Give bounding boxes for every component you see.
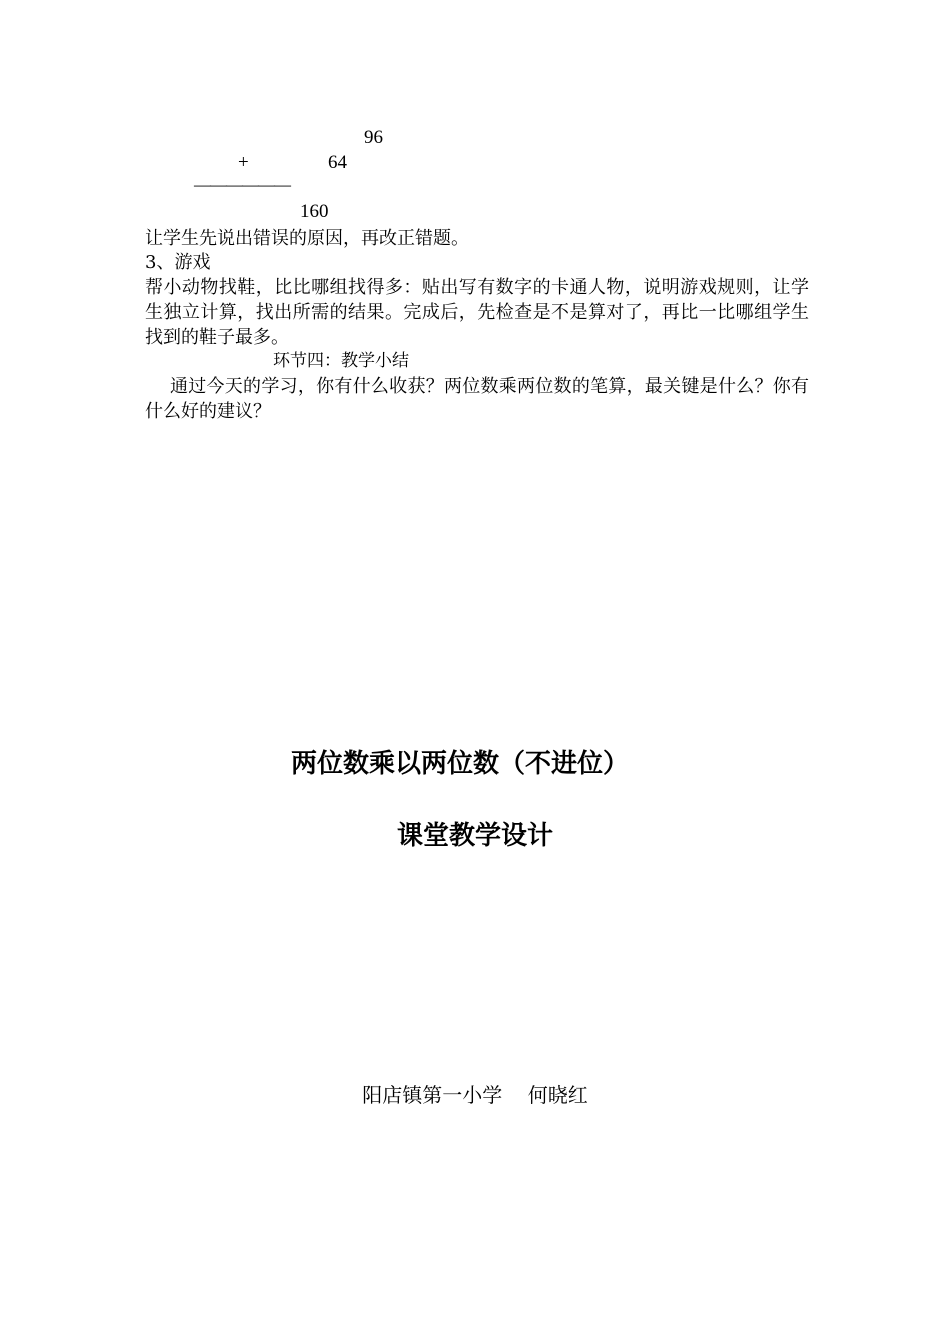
cover-author-line: 阳店镇第一小学 何晓红 (362, 1083, 588, 1107)
cover-title: 两位数乘以两位数（不进位） (290, 749, 629, 779)
cover-subtitle: 课堂教学设计 (396, 821, 553, 851)
summary-paragraph: 通过今天的学习，你有什么收获？两位数乘两位数的笔算，最关键是什么？你有什么好的建议？ (145, 376, 809, 422)
calc-second-number: 64 (328, 152, 347, 173)
game-paragraph: 帮小动物找鞋，比比哪组找得多：贴出写有数字的卡通人物，说明游戏规则，让学生独立计算，找出所需的结果。完成后，先检查是不是算对了，再比一比哪组学生找到的鞋子最多。 (145, 277, 809, 348)
calc-rule-line: —————— (194, 175, 290, 194)
calc-result: 160 (300, 201, 329, 222)
section-four-title: 环节四：教学小结 (273, 351, 409, 371)
calc-top-number: 96 (364, 127, 383, 148)
calc-plus-operator: + (238, 152, 249, 173)
game-heading: 3、游戏 (145, 252, 211, 273)
error-correction-paragraph: 让学生先说出错误的原因，再改正错题。 (145, 228, 469, 249)
